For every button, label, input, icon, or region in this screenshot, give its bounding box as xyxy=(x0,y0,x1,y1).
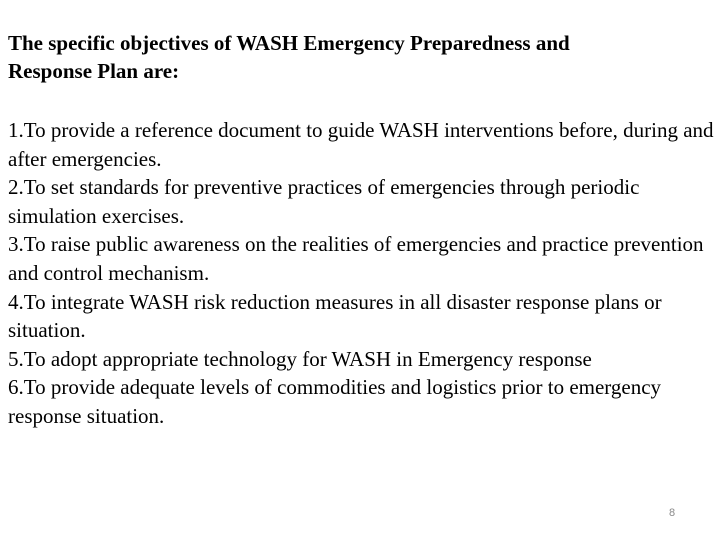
objective-item-6: 6.To provide adequate levels of commodities and logistics prior to emergency response situation. xyxy=(8,375,662,428)
objective-item-5: 5.To adopt appropriate technology for WASH in Emergency response xyxy=(8,346,592,371)
heading-line-1: The specific objectives of WASH Emergency Preparedness and xyxy=(8,31,570,55)
heading-line-2: Response Plan are: xyxy=(8,59,180,83)
objectives-list xyxy=(8,116,716,431)
page-number: 8 xyxy=(668,507,676,519)
objective-item-1: 1.To provide a reference document to guide WASH interventions before, during and after emergencies. xyxy=(8,118,714,171)
slide-heading xyxy=(8,29,708,85)
objective-item-2: 2.To set standards for preventive practices of emergencies through periodic simulation exercises. xyxy=(8,175,640,228)
objective-item-3: 3.To raise public awareness on the realities of emergencies and practice prevention and control mechanism. xyxy=(8,232,704,285)
objective-item-4: 4.To integrate WASH risk reduction measures in all disaster response plans or situation. xyxy=(8,289,662,343)
